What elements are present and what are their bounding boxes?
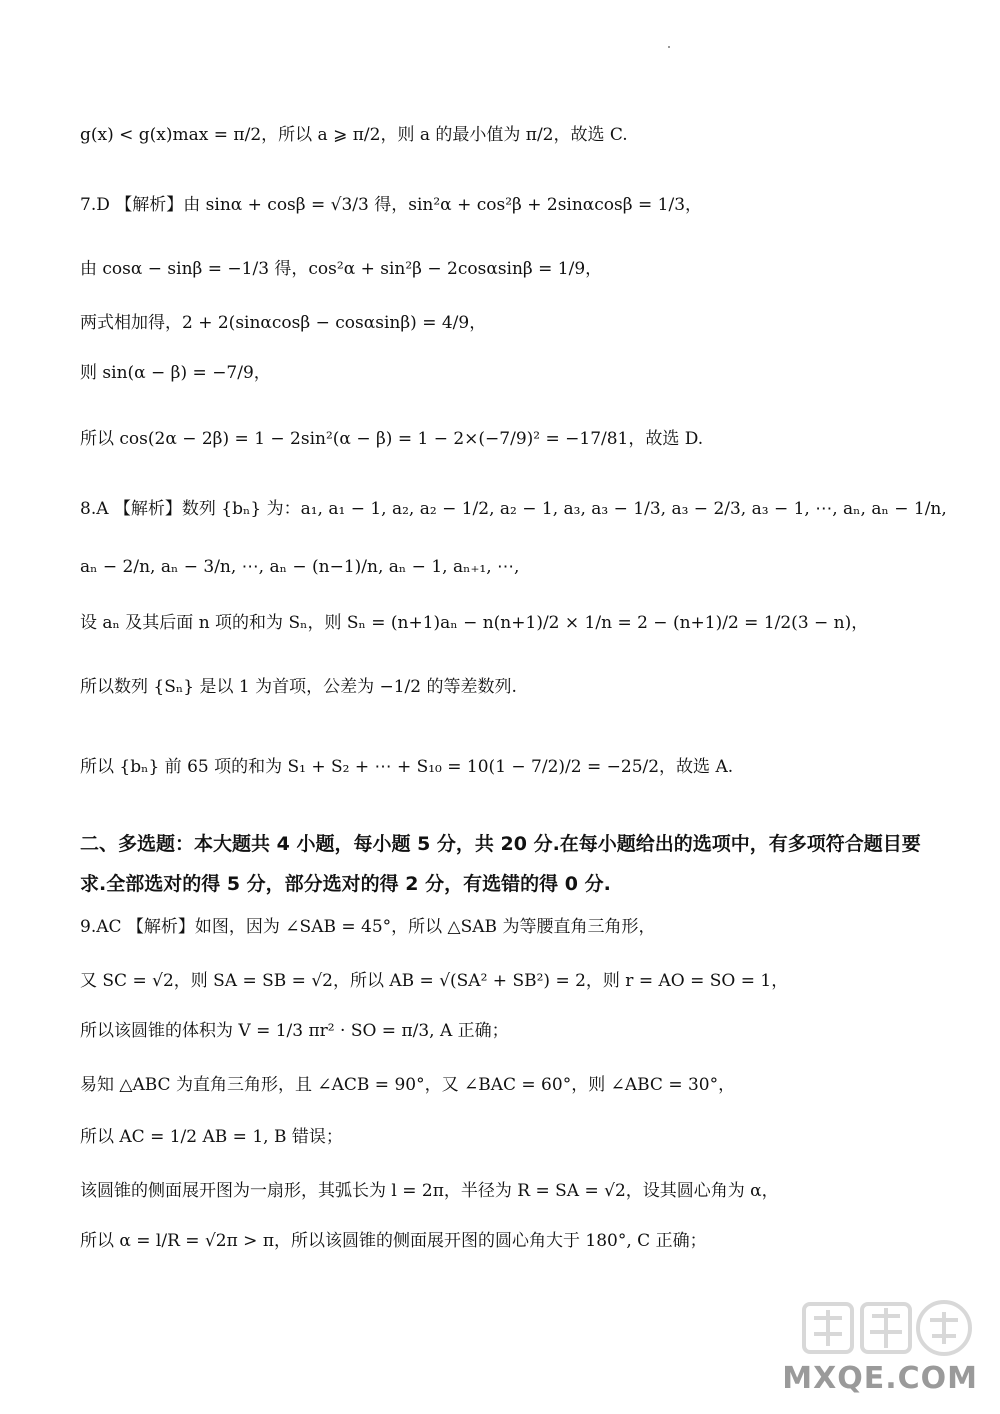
text-line-11: 所以 {bₙ} 前 65 项的和为 S₁ + S₂ + ⋯ + S₁₀ = 10(1 − 7/2)/2 = −25/2，故选 A. (80, 757, 734, 777)
section-heading: 二、多选题：本大题共 4 小题，每小题 5 分，共 20 分.在每小题给出的选项中，有多项符合题目要求.全部选对的得 5 分，部分选对的得 2 分，有选错的得 0 分. (80, 833, 921, 895)
text-line-18: 所以 α = l/R = √2π > π，所以该圆锥的侧面展开图的圆心角大于 180°, C 正确； (80, 1231, 707, 1251)
text-line-16: 所以 AC = 1/2 AB = 1, B 错误； (80, 1127, 343, 1147)
text-line-13: 又 SC = √2，则 SA = SB = √2，所以 AB = √(SA² + SB²) = 2，则 r = AO = SO = 1， (80, 971, 789, 991)
text-line-4: 两式相加得，2 + 2(sinαcosβ − cosαsinβ) = 4/9， (80, 313, 487, 333)
text-line-17: 该圆锥的侧面展开图为一扇形，其弧长为 l = 2π，半径为 R = SA = √2，设其圆心角为 α， (80, 1181, 779, 1201)
text-line-7: 8.A 【解析】数列 {bₙ} 为：a₁, a₁ − 1, a₂, a₂ − 1/2, a₂ − 1, a₃, a₃ − 1/3, a₃ − 2/3, a₃ − 1, ⋯, aₙ, aₙ − 1/n, (80, 499, 947, 519)
text-line-1: g(x) < g(x)max = π/2，所以 a ⩾ π/2，则 a 的最小值为 π/2，故选 C. (80, 125, 628, 145)
text-line-3: 由 cosα − sinβ = −1/3 得，cos²α + sin²β − 2cosαsinβ = 1/9， (80, 259, 603, 279)
text-line-6: 所以 cos(2α − 2β) = 1 − 2sin²(α − β) = 1 − 2×(−7/9)² = −17/81，故选 D. (80, 429, 704, 449)
text-line-2: 7.D 【解析】由 sinα + cosβ = √3/3 得，sin²α + cos²β + 2sinαcosβ = 1/3， (80, 195, 703, 215)
text-line-15: 易知 △ABC 为直角三角形，且 ∠ACB = 90°，又 ∠BAC = 60°，则 ∠ABC = 30°， (80, 1075, 736, 1095)
watermark-text: MXQE.COM (782, 1361, 978, 1396)
page-speck (668, 46, 670, 48)
text-line-5: 则 sin(α − β) = −7/9， (80, 363, 271, 383)
text-line-10: 所以数列 {Sₙ} 是以 1 为首项，公差为 −1/2 的等差数列. (80, 677, 517, 697)
text-line-8: aₙ − 2/n, aₙ − 3/n, ⋯, aₙ − (n−1)/n, aₙ − 1, aₙ₊₁, ⋯, (80, 557, 520, 577)
text-line-14: 所以该圆锥的体积为 V = 1/3 πr² · SO = π/3, A 正确； (80, 1021, 509, 1041)
text-line-9: 设 aₙ 及其后面 n 项的和为 Sₙ，则 Sₙ = (n+1)aₙ − n(n+1)/2 × 1/n = 2 − (n+1)/2 = 1/2(3 − n)， (80, 613, 869, 633)
text-line-12: 9.AC 【解析】如图，因为 ∠SAB = 45°，所以 △SAB 为等腰直角三角形， (80, 917, 656, 937)
